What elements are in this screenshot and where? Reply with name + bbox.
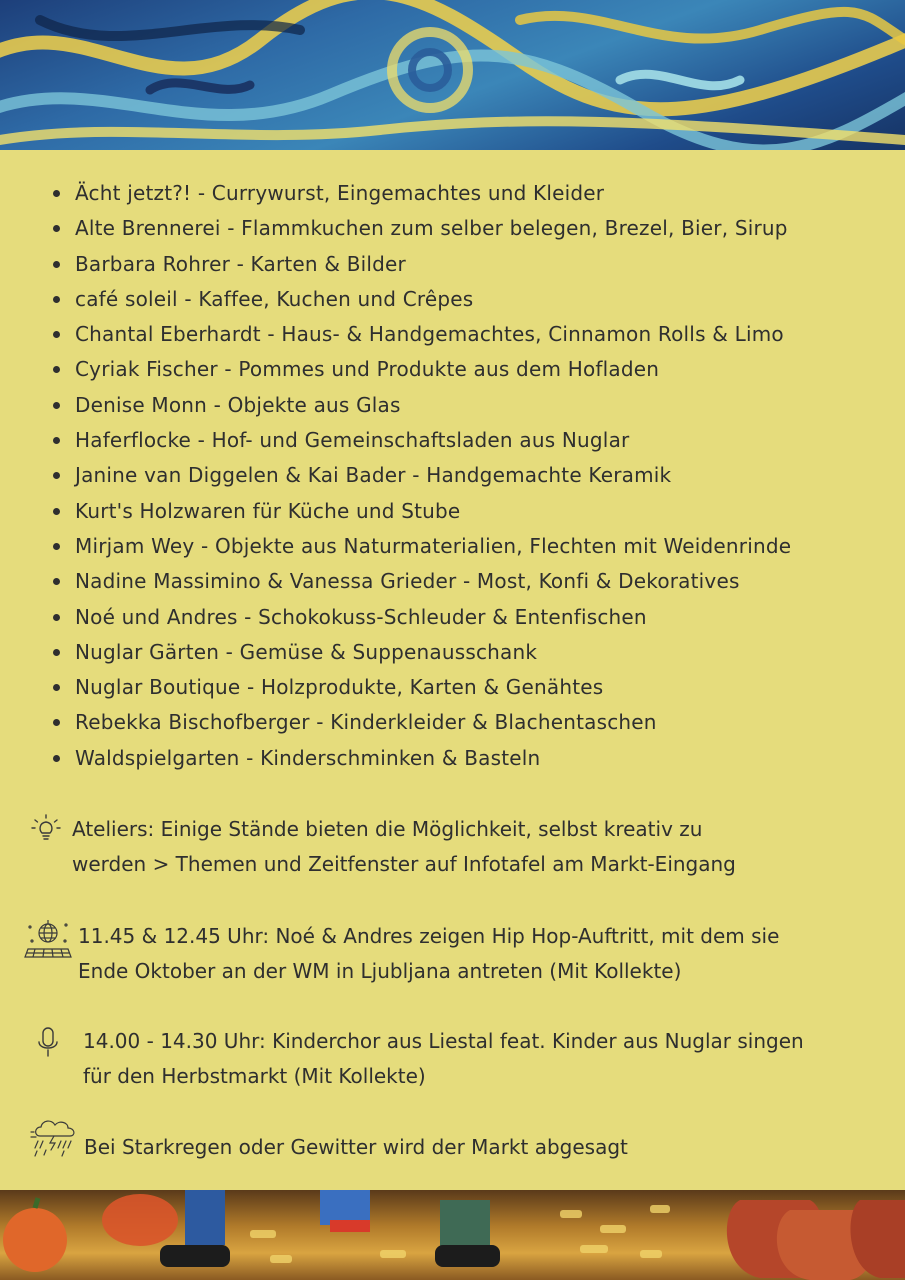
weather-note — [30, 1130, 880, 1165]
ateliers-note — [30, 812, 880, 882]
list-item: Rebekka Bischofberger - Kinderkleider & Blachentaschen — [50, 705, 870, 740]
list-item: Nadine Massimino & Vanessa Grieder - Most, Konfi & Dekoratives — [50, 564, 870, 599]
list-item: Nuglar Gärten - Gemüse & Suppenausschank — [50, 635, 870, 670]
list-item: Barbara Rohrer - Karten & Bilder — [50, 247, 870, 282]
ateliers-line-1: Ateliers: Einige Stände bieten die Möglichkeit, selbst kreativ zu — [72, 817, 703, 841]
list-item: Denise Monn - Objekte aus Glas — [50, 388, 870, 423]
vendor-list — [50, 176, 870, 776]
list-item: Kurt's Holzwaren für Küche und Stube — [50, 494, 870, 529]
top-banner-painting — [0, 0, 905, 150]
hiphop-line-1: 11.45 & 12.45 Uhr: Noé & Andres zeigen Hip Hop-Auftritt, mit dem sie — [78, 924, 780, 948]
list-item: Nuglar Boutique - Holzprodukte, Karten & Genähtes — [50, 670, 870, 705]
list-item: Janine van Diggelen & Kai Bader - Handgemachte Keramik — [50, 458, 870, 493]
hiphop-note — [30, 919, 880, 989]
lightbulb-icon — [30, 812, 66, 848]
choir-line-1: 14.00 - 14.30 Uhr: Kinderchor aus Liestal feat. Kinder aus Nuglar singen — [83, 1029, 804, 1053]
list-item: Noé und Andres - Schokokuss-Schleuder & Entenfischen — [50, 600, 870, 635]
choir-note — [30, 1024, 880, 1094]
list-item: Cyriak Fischer - Pommes und Produkte aus dem Hofladen — [50, 352, 870, 387]
list-item: Chantal Eberhardt - Haus- & Handgemachtes, Cinnamon Rolls & Limo — [50, 317, 870, 352]
list-item: Ächt jetzt?! - Currywurst, Eingemachtes und Kleider — [50, 176, 870, 211]
list-item: Alte Brennerei - Flammkuchen zum selber belegen, Brezel, Bier, Sirup — [50, 211, 870, 246]
list-item: Waldspielgarten - Kinderschminken & Basteln — [50, 741, 870, 776]
choir-line-2: für den Herbstmarkt (Mit Kollekte) — [83, 1064, 426, 1088]
disco-ball-icon — [22, 919, 74, 971]
list-item: Haferflocke - Hof- und Gemeinschaftsladen aus Nuglar — [50, 423, 870, 458]
list-item: Mirjam Wey - Objekte aus Naturmaterialien, Flechten mit Weidenrinde — [50, 529, 870, 564]
microphone-icon — [34, 1026, 70, 1062]
thunderstorm-icon — [30, 1114, 82, 1162]
ateliers-line-2: werden > Themen und Zeitfenster auf Infotafel am Markt-Eingang — [72, 852, 736, 876]
hiphop-line-2: Ende Oktober an der WM in Ljubljana antreten (Mit Kollekte) — [78, 959, 682, 983]
bottom-banner-painting — [0, 1190, 905, 1280]
weather-line-1: Bei Starkregen oder Gewitter wird der Markt abgesagt — [84, 1135, 628, 1159]
list-item: café soleil - Kaffee, Kuchen und Crêpes — [50, 282, 870, 317]
